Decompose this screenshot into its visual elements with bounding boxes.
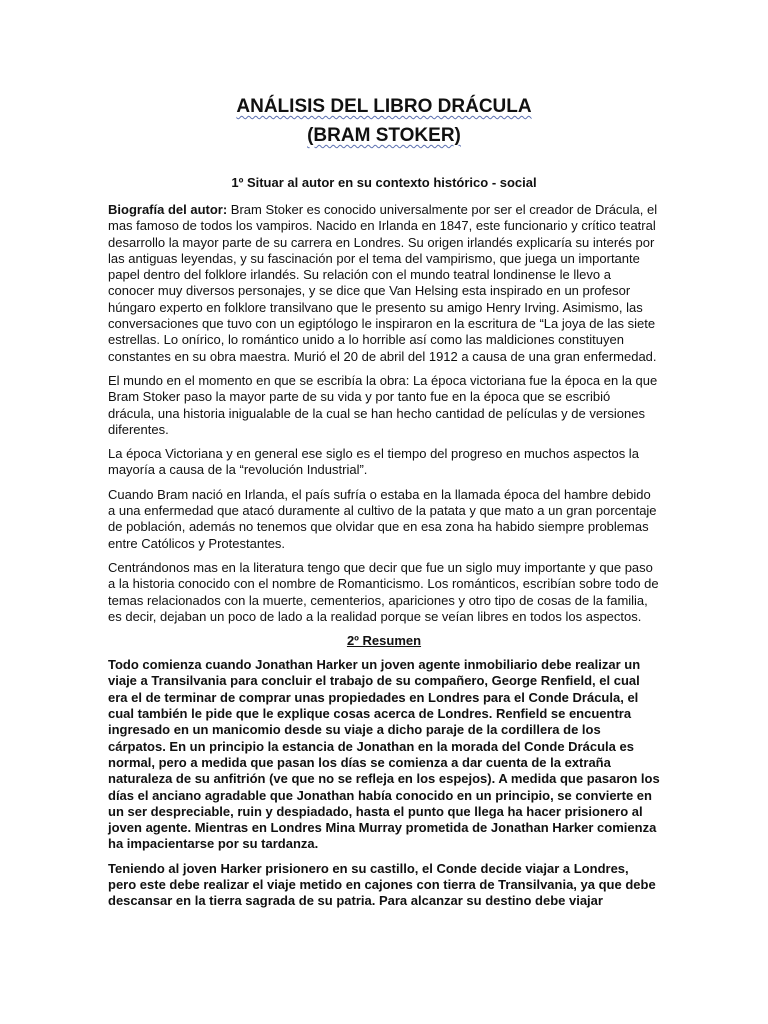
context-paragraph-2: La época Victoriana y en general ese siglo es el tiempo del progreso en muchos aspectos la mayoría a causa de la “revolución Industrial”. xyxy=(108,446,639,478)
biography-text: Bram Stoker es conocido universalmente por ser el creador de Drácula, el mas famoso de todos los vampiros. Nacido en Irlanda en 1847, este funcionario y crítico teatral desarrollo la mayor parte de su carrera en Londres. Su origen irlandés explicaría su interés por las antiguas leyendas, y su fascinación por el tema del vampirismo, que juega un importante papel dentro del folklore irlandés. Su relación con el mundo teatral londinense le llevo a conocer muy diversos personajes, y se dice que Van Helsing esta inspirado en un profesor húngaro experto en folklore transilvano que le presento su amigo Henry Irving. Asimismo, las conversaciones que tuvo con un egiptólogo le inspiraron en la escritura de “La joya de las siete estrellas. Lo onírico, lo romántico unido a lo horrible así como las maldiciones constituyen constantes en su obra maestra. Murió el 20 de abril del 1912 a causa de una gran enfermedad. xyxy=(108,202,658,364)
summary-paragraph-1: Todo comienza cuando Jonathan Harker un joven agente inmobiliario debe realizar un viaje a Transilvania para concluir el trabajo de su compañero, George Renfield, el cual era el de terminar de comprar unas propiedades en Londres para el Conde Drácula, el cual también le pide que le explique cosas acerca de Londres. Renfield se encuentra ingresado en un manicomio desde su viaje a dicho paraje de la cordillera de los cárpatos. En un principio la estancia de Jonathan en la morada del Conde Drácula es normal, pero a medida que pasan los días se comienza a dar cuenta de la extraña naturaleza de su anfitrión (ve que no se refleja en los espejos). A medida que pasaron los días el anciano agradable que Jonathan había conocido en un principio, se convierte en un ser despreciable, ruin y despiadado, hasta el punto que llega ha hacer prisionero al joven agente. Mientras en Londres Mina Murray prometida de Jonathan Harker comienza ha impacientarse por su tardanza. xyxy=(108,657,660,852)
context-paragraph-1: El mundo en el momento en que se escribía la obra: La época victoriana fue la época en la que Bram Stoker paso la mayor parte de su vida y por tanto fue en la época que se escribió drácula, una historia inigualable de la cual se han hecho cantidad de películas y de versiones diferentes. xyxy=(108,372,658,437)
context-paragraph-3: Cuando Bram nació en Irlanda, el país sufría o estaba en la llamada época del hambre debido a una enfermedad que atacó duramente al cultivo de la patata y que mato a un gran porcentaje de población, además no tenemos que olvidar que en esa zona ha habido siempre problemas entre Católicos y Protestantes. xyxy=(108,486,657,551)
context-paragraph-4: Centrándonos mas en la literatura tengo que decir que fue un siglo muy importante y que paso a la historia conocido con el nombre de Romanticismo. Los románticos, escribían sobre todo de temas relacionados con la muerte, cementerios, apariciones y otro tipo de cosas de la familia, es decir, dejaban un poco de lado a la realidad porque se veían libres en todos los aspectos. xyxy=(108,559,659,624)
document-title-line1: ANÁLISIS DEL LIBRO DRÁCULA xyxy=(236,96,532,117)
biography-paragraph xyxy=(108,202,660,365)
biography-label: Biografía del autor: xyxy=(108,202,228,217)
summary-block xyxy=(108,657,660,909)
summary-paragraph-2: Teniendo al joven Harker prisionero en su castillo, el Conde decide viajar a Londres, pero este debe realizar el viaje metido en cajones con tierra de Transilvania, ya que debe descansar en la tierra sagrada de su patria. Para alcanzar su destino debe viajar xyxy=(108,860,656,909)
section1-heading: 1º Situar al autor en su contexto histórico - social xyxy=(231,175,537,190)
section2-heading: 2º Resumen xyxy=(346,633,422,649)
document-title-line2: (BRAM STOKER) xyxy=(307,125,461,146)
